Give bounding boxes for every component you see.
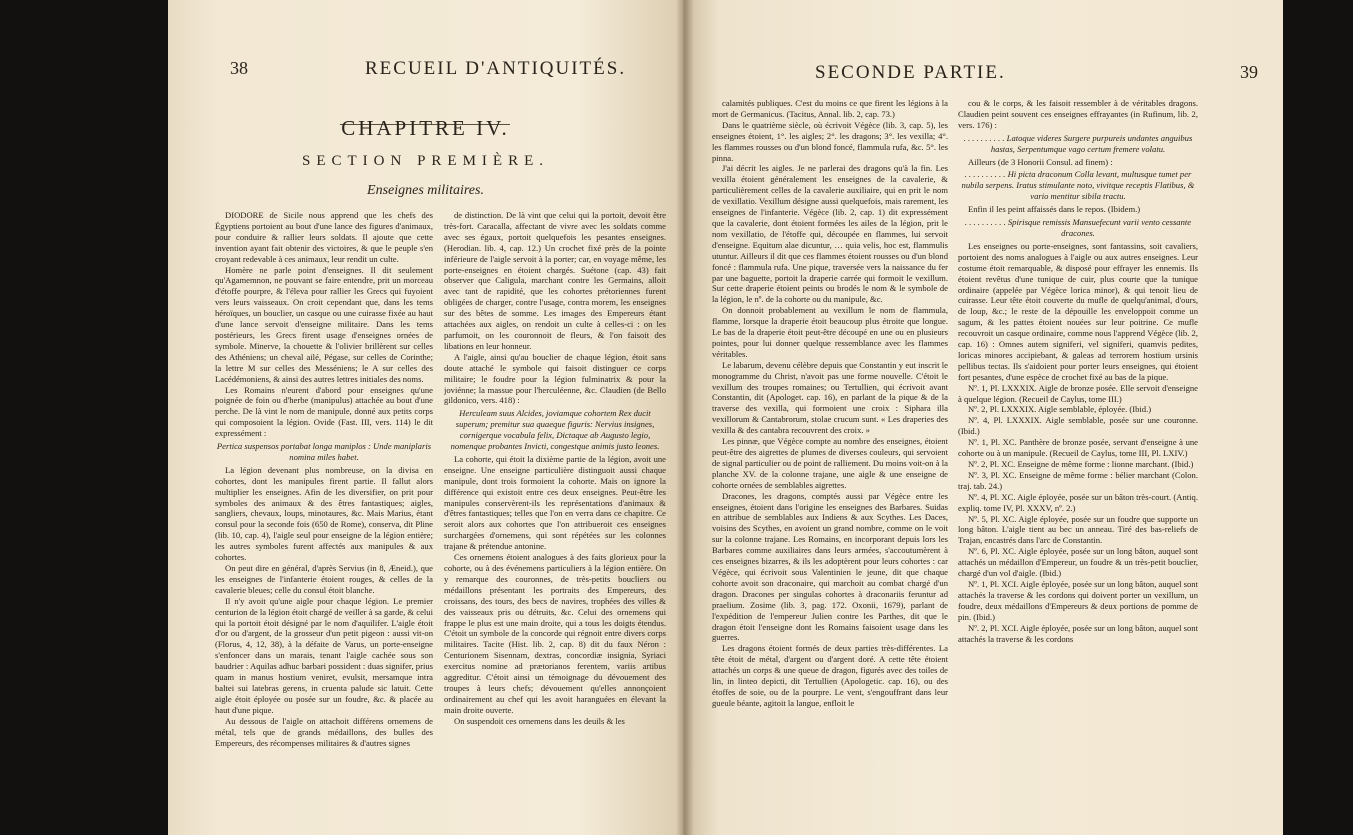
left-page-number: 38: [230, 58, 248, 78]
right-col1-paragraph: On donnoit probablement au vexillum le nom de flammula, flamme, lorsque la draperie étoit beaucoup plus étroite que longue. Le bas de la draperie étoit peut-être découpé en une ou en plusieurs pointes, pour lui donner quelque ressemblance avec les flammes véritables.: [712, 305, 948, 359]
left-col2-paragraph: La cohorte, qui étoit la dixième partie de la légion, avoit une enseigne. Une enseigne particulière distinguoit aussi chaque manipule, dont trois formoient la cohorte. Mais on ignore la différence qui existoit entre ces deux enseignes. Peut-être les manipules conservèrent-ils les représentations d'animaux & d'êtres fantastiques; telles que l'on en verra dans ce chapitre. Ce seroit alors aux cohortes que l'on attribueroit ces enseignes surchargées d'ornemens, qui sont répétées sur les colonnes trajane & prétendue antonine.: [444, 453, 666, 552]
right-page-number: 39: [1240, 62, 1258, 82]
left-col2-paragraph: On suspendoit ces ornemens dans les deuils & les: [454, 715, 625, 726]
background-left: [0, 0, 168, 835]
left-col2-paragraph: de distinction. De là vint que celui qui la portoit, devoit être très-fort. Caracalla, affectant de vivre avec les soldats comme avec ses égaux, portoit quelquefois les pesantes enseignes. (Herodian. lib. 4, cap. 12.) Un crochet fixé près de la pointe inférieure de l'aigle servoit à la porter; car, en voyage même, les porte-enseignes en étoient chargés. Suétone (cap. 43) fait observer que Caligula, marchant contre les Germains, alloit avec tant de rapidité, que les cohortes prétoriennes furent obligées de charger, contre l'usage, contra morem, les enseignes sur des bêtes de somme. Les images des Empereurs étant attachées aux aigles, on rendoit un culte à celles-ci : on les parfumoit, on les couronnoit de fleurs, & l'on faisoit des libations en leur honneur.: [444, 210, 666, 351]
right-col2-paragraph: Enfin il les peint affaissés dans le repos. (Ibidem.): [968, 204, 1141, 215]
right-col1-paragraph: calamités publiques. C'est du moins ce que firent les légions à la mort de Germanicus. (Tacitus, Annal. lib. 2, cap. 73.): [712, 98, 948, 119]
left-col1-paragraph: Les Romains n'eurent d'abord pour enseignes qu'une poignée de foin ou d'herbe (manipulus) attachée au bout d'une perche. De là vint le nom de manipule, donné aux petits corps qui composoient la légion. Ovide (Fast. III, vers. 114) le dit expressément :: [215, 384, 433, 439]
right-col1-paragraph: Dans le quatrième siècle, où écrivoit Végèce (lib. 3, cap. 5), les enseignes étoient, 1°. les aigles; 2°. les dragons; 3°. les vexilla; 4°. les flammes rousses ou d'un blond foncé, flammula rufa, &c. 5°. les pinna.: [712, 119, 948, 163]
right-column-2: [958, 98, 1198, 825]
background-right: [1283, 0, 1353, 835]
right-col2-paragraph: Nº. 4, Pl. XC. Aigle éployée, posée sur un bâton très-court. (Antiq. expliq. tome IV, Pl. XXXV, nº. 2.): [958, 491, 1198, 513]
right-col2-paragraph: Nº. 3, Pl. XC. Enseigne de même forme : bélier marchant (Colon. traj. tab. 24.): [958, 469, 1198, 491]
right-col2-paragraph: . . . . . . . . . . Spirisque remissis Mansuefecunt varii vento cessante dracones.: [964, 217, 1192, 238]
right-col2-paragraph: . . . . . . . . . . Latoque videres Surgere purpureis undantes anguibus hastas, Serpentumque vago certum fremere volatu.: [963, 132, 1193, 154]
subsection-title: Enseignes militaires.: [367, 183, 484, 198]
left-col1-paragraph: DIODORE de Sicile nous apprend que les chefs des Égyptiens portoient au bout d'une lance des figures d'animaux, pour conduire & rallier leurs soldats. Il ajoute que cette invention ayant fait obtenir des victoires, & que le peuple s'en croyant redevable à ces animaux, leur rendit un culte.: [215, 210, 433, 264]
right-col1-paragraph: J'ai décrit les aigles. Je ne parlerai des dragons qu'à la fin. Les vexilla étoient généralement les enseignes de la cavalerie, & particulièrement celles de la cavalerie auxiliaire, qui en prit le nom de vexillatio. Vexillum désigne aussi quelquefois, mais rarement, les enseignes de l'infanterie. Végèce (lib. 2, cap. 1) dit expressément que la cavalerie, dont étoient formées les ailes de la légion, prit le nom vexillatio, de l'étoffe qui, découpée en flammes, lui servoit d'enseigne. Equitum alae dicuntur, … quia velis, hoc est, flammulis utuntur. Ailleurs il dit que ces flammes étoient rousses ou d'un blond foncé : flammula rufa. Une pique, traversée vers la naissance du fer par une baguette, portoit la draperie carrée qui formoit le vexillum. Sur cette draperie étoient peints ou brodés le nom & le symbole de la légion, le nº. de la cohorte ou du manipule, &c.: [712, 163, 948, 305]
left-col2-paragraph: A l'aigle, ainsi qu'au bouclier de chaque légion, étoit sans doute attaché le symbole qui faisoit distinguer ce corps militaire; le foudre pour la légion fulminatrix & pour la joviénne; la massue pour l'herculéenne, &c. Claudien (de Bello gildonico, vers. 418) :: [444, 351, 666, 406]
right-col2-paragraph: cou & le corps, & les faisoit ressembler à de véritables dragons. Claudien peint souvent ces enseignes effrayantes (in Rufinum, lib. 2, vers. 176) :: [958, 98, 1198, 130]
left-col1-paragraph: Homère ne parle point d'enseignes. Il dit seulement qu'Agamemnon, ne pouvant se faire entendre, prit un morceau d'étoffe pourpre, & l'éleva pour rallier les Grecs qui fuyoient vers leurs vaisseaux. On croit cependant que, dans les tems héroïques, un bouclier, un casque ou une cuirasse fixée au haut d'une lance servoit d'enseigne militaire. Dans les tems postérieurs, les Grecs firent usage d'enseignes ornées de symbole. Minerve, la chouette & l'olivier brillèrent sur celles des Athéniens; un cheval ailé, Pégase, sur celles de Corinthe; la lettre M sur celles des Messéniens; le A sur celles des Lacédémoniens, & ainsi des autres lettres initiales des noms.: [215, 264, 433, 384]
left-column-1: [215, 210, 433, 825]
right-col2-paragraph: Nº. 6, Pl. XC. Aigle éployée, posée sur un long bâton, auquel sont attachés un médaillon d'Empereur, un foudre & un très-petit bouclier, chargé d'un vol d'aigle. (Ibid.): [958, 546, 1198, 579]
right-col1-paragraph: Les dragons étoient formés de deux parties très-différentes. La tête étoit de métal, d'argent ou d'argent doré. A cette tête étoient attachés un corps & une queue de dragon, figurés avec des toiles de lin, in linteo depicti, dit Tertullien (Apologetic. cap. 16), ou des étoffes de soie, ou de la pourpre. Le vent, s'engouffrant dans leur gueule béante, agitoit la langue, enfloit le: [712, 643, 948, 708]
left-col1-paragraph: La légion devenant plus nombreuse, on la divisa en cohortes, dont les manipules firent partie. Il fallut alors multiplier les enseignes. Afin de les diversifier, on prit pour symboles des animaux & des êtres fantastiques; aigles, sangliers, chevaux, loups, minotaures, &c. Mais Marius, étant consul pour la seconde fois (650 de Rome), conserva, dit Pline (lib. 10, cap. 4), l'aigle seul pour enseigne de la légion entière; les autres symboles furent affectés aux manipules & aux cohortes.: [215, 464, 433, 563]
left-col1-paragraph: On peut dire en général, d'après Servius (in 8, Æneid.), que les enseignes de l'infanterie étoient rouges, & celles de la cavalerie bleues; celle du consul étoit blanche.: [215, 563, 433, 595]
right-col2-paragraph: Ailleurs (de 3 Honorii Consul. ad finem) :: [968, 156, 1113, 167]
right-col2-paragraph: Nº. 4, Pl. LXXXIX. Aigle semblable, posée sur une couronne. (Ibid.): [958, 415, 1198, 437]
right-col1-paragraph: Les pinnæ, que Végèce compte au nombre des enseignes, étoient peut-être des aigrettes de plumes de diverses couleurs, qui servoient de signal particulier ou de point de ralliement. Du moins voit-on à la planche XV. de la colonne trajane, une aigle & une enseigne de cohorte ornées de semblables aigrettes.: [712, 436, 948, 490]
right-col2-paragraph: . . . . . . . . . . Hi picta draconum Colla levant, multusque tumet per nubila serpens. Iratus stimulante noto, vivitque receptis Flatibus, & vario mentitur sibila tractu.: [961, 169, 1195, 202]
right-running-head: SECONDE PARTIE.: [815, 62, 1006, 83]
left-col1-paragraph: Il n'y avoit qu'une aigle pour chaque légion. Le premier centurion de la légion étoit chargé de veiller à sa garde, & celui qui la portoit étoit désigné par le nom d'aquilifer. L'aigle étoit d'or ou d'argent, de la grosseur d'un petit pigeon : aussi vit-on (Florus, 4, 12, 38), à la défaite de Varus, un porte-enseigne s'enfoncer dans un marais, tenant l'aigle cachée sous son baudrier : Aquilas adhuc barbari possident : duas signifer, prius quam in manus hostium veniret, evulsit, mersamque intra baltei sui latebras gerens, in cruenta palude sic latuit. Cette aigle étoit éployée ou posée sur un foudre, &c. & placée au haut d'une pique.: [215, 595, 433, 715]
chapter-title: CHAPITRE IV.: [341, 116, 510, 140]
left-col2-paragraph: Herculeam suus Alcides, joviamque cohortem Rex ducit superum; premitur sua quaeque figuris: Nervius insignes, cornigerque vocabula felix, Dictaque ab Augusto legio, nomenque probantes Invicti, congestque animis justo leones.: [450, 408, 660, 452]
right-col2-paragraph: Nº. 1, Pl. LXXXIX. Aigle de bronze posée. Elle servoit d'enseigne à quelque légion. (Recueil de Caylus, tome III.): [958, 382, 1198, 404]
right-col1-paragraph: Dracones, les dragons, comptés aussi par Végèce entre les enseignes, étoient dans l'origine les enseignes des Barbares. Suidas en attribue de semblables aux Indiens & aux Scythes. Les Daces, voisins des Scythes, en avoient un grand nombre, comme on le voit sur la colonne trajane. Les Romains, en incorporant depuis lors les Barbares comme auxiliaires dans leurs armées, s'accoutumèrent à ces enseignes bizarres, & ils les adoptèrent pour leurs cohortes : car Végèce, qui écrivoit sous Valentinien le jeune, dit que chaque cohorte avoit son draconaire, qui marchoit au combat chargé d'un dragon. Dracones per singulas cohortes à draconariis feruntur ad praelium. Zosime (lib. 3, pag. 172. Oxonii, 1679), parlant de l'expédition de l'empereur Julien contre les Parthes, dit que le dragon étoit l'enseigne dont les Romains faisoient usage dans les guerres.: [712, 490, 948, 643]
right-column-1: [712, 98, 948, 825]
right-col2-paragraph: Nº. 1, Pl. XCI. Aigle éployée, posée sur un long bâton, auquel sont attachés la traverse & les cordons qui doivent porter un vexillum, un foudre, deux médaillons d'Empereurs & deux portions de pomme de pin. (Ibid.): [958, 578, 1198, 622]
section-title: SECTION PREMIÈRE.: [301, 153, 549, 169]
left-col2-paragraph: Ces ornemens étoient analogues à des faits glorieux pour la cohorte, ou à des événemens particuliers à la légion entière. On y remarque des couronnes, de très-petits boucliers ou médaillons présentant les portraits des Empereurs, des croissans, des tours, des becs de navires, trophées des villes & des vaisseaux pris ou détruits, &c. Celui des ornemens qui frappe le plus est une main droite, qui a tous les doigts étendus. C'étoit un symbole de la concorde qui régnoit entre divers corps militaires. Tacite (Hist. lib. 2, cap. 8) dit du faux Néron : Centurionem Sisennam, dextras, concordiæ insignia, Syriaci exercitus nomine ad prætorianos ferentem, variis artibus aggreditur. C'étoit ainsi un témoignage du dévouement des troupes à leurs chefs; dévouement qu'elles annonçoient ordinairement au chef qui les avoit haranguées en élevant la main droite ouverte.: [444, 552, 666, 715]
right-col2-paragraph: Nº. 5, Pl. XC. Aigle éployée, posée sur un foudre que supporte un long bâton. L'aigle tient au bec un anneau. Tiré des bas-reliefs de Trajan, encastrés dans l'arc de Constantin.: [958, 513, 1198, 546]
left-col1-paragraph: Pertica suspensos portabat longa maniplos : Unde maniplaris nomina miles habet.: [216, 441, 432, 462]
left-column-2: [444, 210, 666, 825]
right-col2-paragraph: Nº. 1, Pl. XC. Panthère de bronze posée, servant d'enseigne à une cohorte ou à un manipule. (Recueil de Caylus, tome III, Pl. LXIV.): [958, 437, 1198, 459]
right-col2-paragraph: Nº. 2, Pl. XC. Enseigne de même forme : lionne marchant. (Ibid.): [968, 459, 1194, 469]
right-col2-paragraph: Les enseignes ou porte-enseignes, sont fantassins, soit cavaliers, portoient des noms analogues à l'aigle ou aux autres enseignes. Leur costume étoit remarquable, & disposé pour effrayer les ennemis. Ils étoient revêtus d'une tunique de cuir, plus courte que la tunique ordinaire (appelée par Végèce lorica minor), & qui tenoit lieu de cuirasse. Leur tête étoit couverte du mufle de quelqu'animal, d'ours, de loup, &c.; le reste de la dépouille les enveloppoit comme un sagum, & les pattes étoient nouées sur leur poitrine. Ce mufle recouvroit un casque ordinaire, comme nous l'apprend Végèce (lib. 2, cap. 16) : Omnes autem signiferi, vel signiferi, quamvis pedites, loricas minores accipiebant, & galeas ad terrorem hostium ursinis pellibus tectas. Ils s'aidoient pour porter leurs enseignes, qui étoient fort pesantes, d'une espèce de crochet fixé au bas de la pique.: [958, 240, 1198, 382]
left-running-head: RECUEIL D'ANTIQUITÉS.: [365, 58, 627, 79]
right-col2-paragraph: Nº. 2, Pl. XCI. Aigle éployée, posée sur un long bâton, auquel sont attachés la traverse & les cordons: [958, 622, 1198, 644]
right-col2-paragraph: Nº. 2, Pl. LXXXIX. Aigle semblable, éployée. (Ibid.): [968, 404, 1152, 415]
right-col1-paragraph: Le labarum, devenu célèbre depuis que Constantin y eut inscrit le monogramme du Christ, n'avoit pas une forme nouvelle. C'étoit le vexillum des troupes romaines; ou Tertullien, qui écrivoit avant Constantin, dit (Apologet. cap. 16), en parlant de la pique & de la traverse des vexilla, qui formoient une croix : Siphara illa vexillorum & Cantabrorum, stolae crucum sunt. « Les draperies des vexilla & des cantabra recouvrent des croix. »: [712, 359, 948, 436]
left-col1-paragraph: Au dessous de l'aigle on attachoit différens ornemens de métal, tels que de grands médaillons, des bulles des Empereurs, des récompenses militaires & d'autres signes: [215, 715, 433, 748]
